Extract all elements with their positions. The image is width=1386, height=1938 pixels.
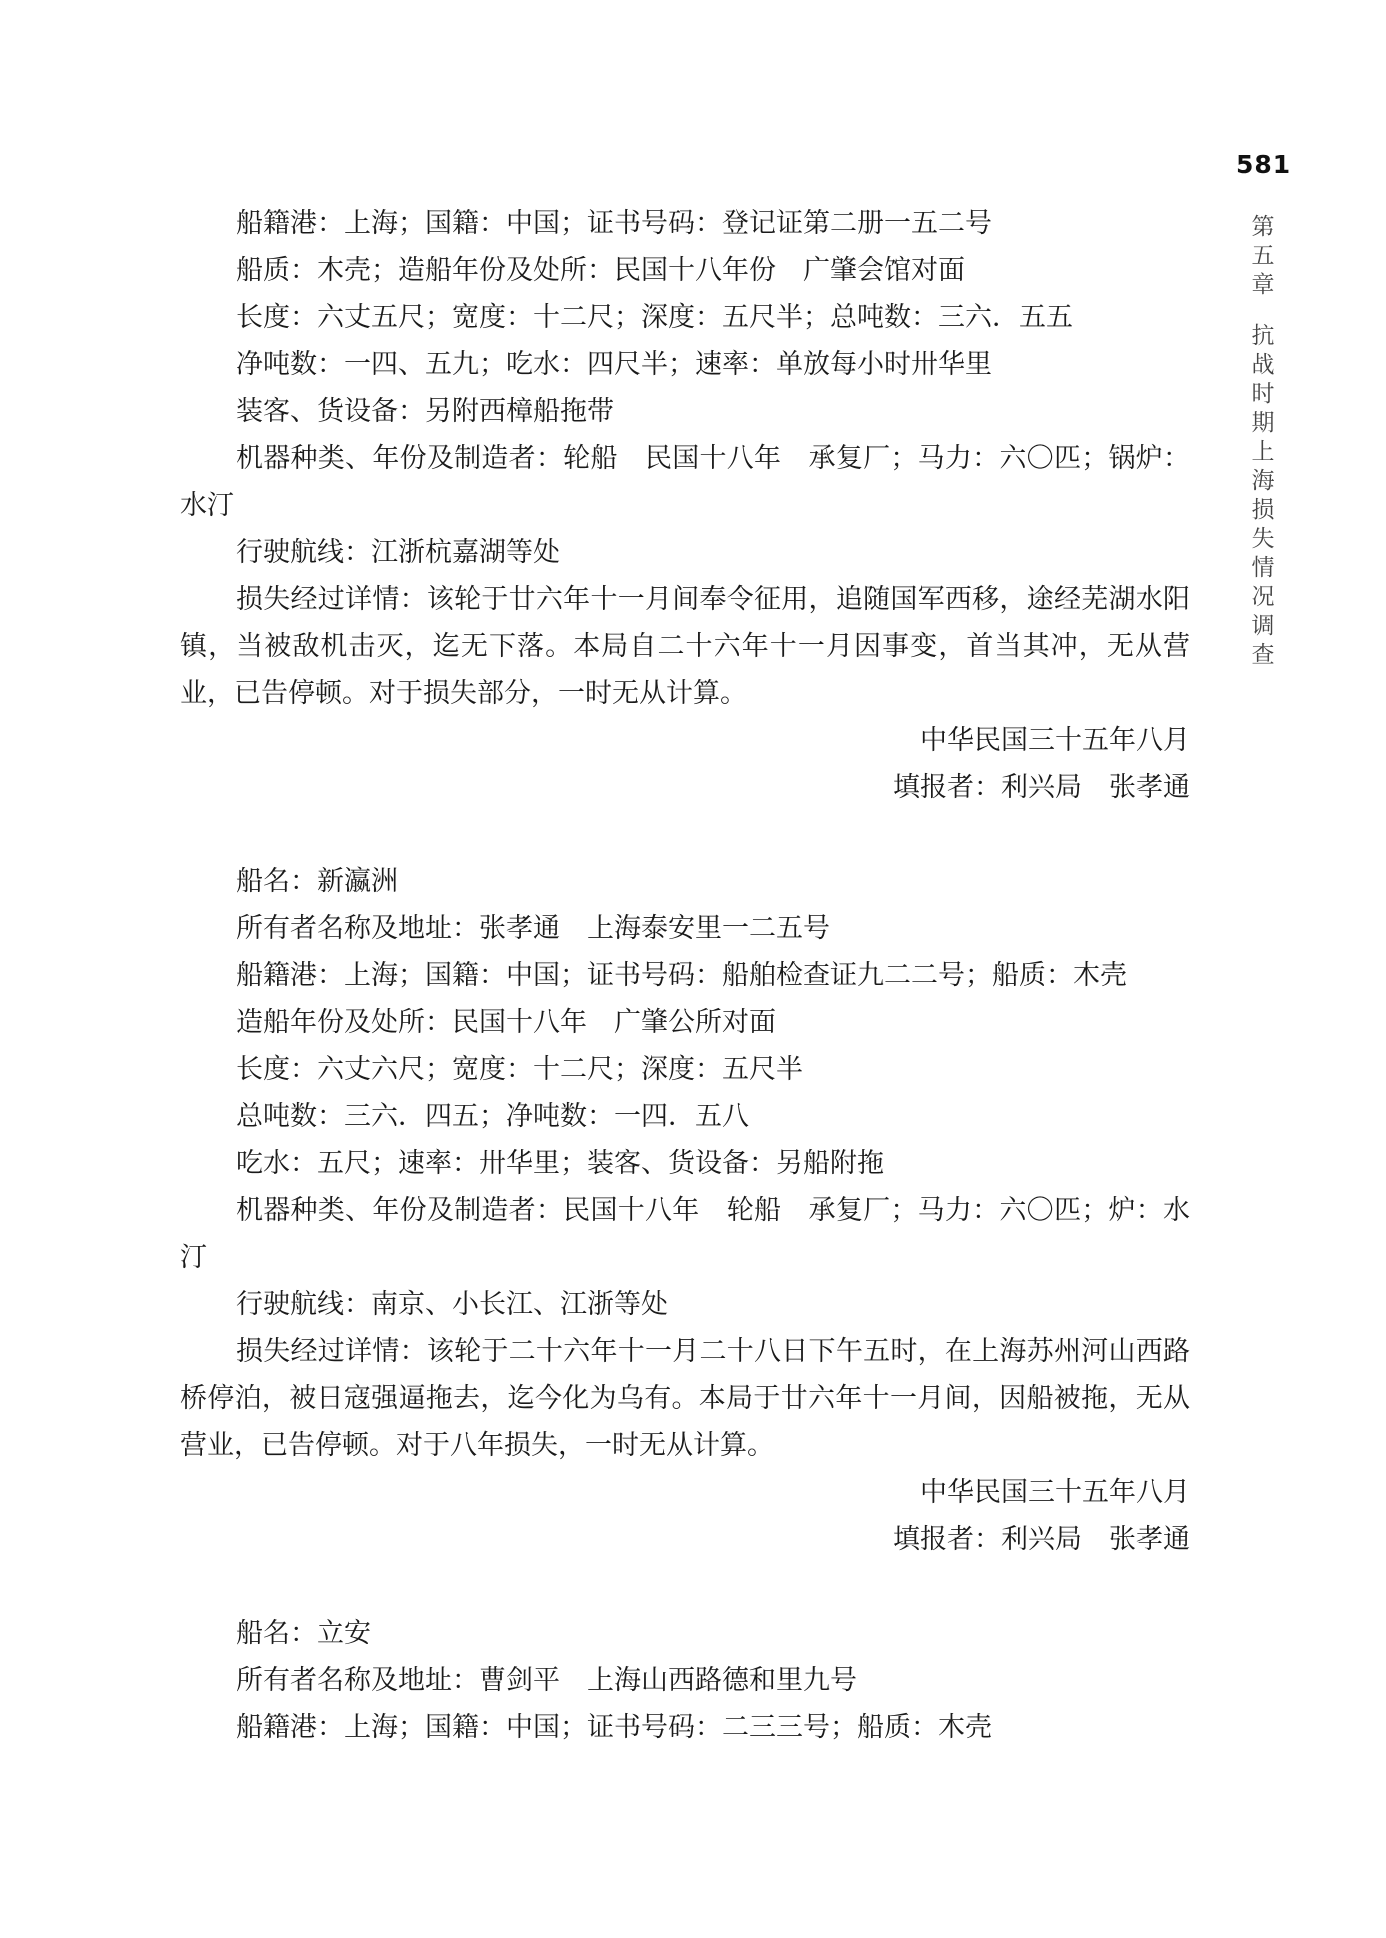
- running-head-char: 海: [1251, 468, 1275, 494]
- running-head-char: 查: [1251, 642, 1275, 668]
- ship2-date: 中华民国三十五年八月: [920, 1477, 1190, 1508]
- running-head-char: 损: [1251, 497, 1275, 523]
- ship1-reporter: 填报者：利兴局 张孝通: [893, 772, 1190, 803]
- running-head-char: 抗: [1251, 323, 1275, 349]
- ship2-reporter: 填报者：利兴局 张孝通: [893, 1524, 1190, 1555]
- running-head-char: 章: [1251, 272, 1275, 298]
- ship2-size: 长度：六丈六尺；宽度：十二尺；深度：五尺半: [236, 1054, 803, 1085]
- ship2-tonnage: 总吨数：三六．四五；净吨数：一四．五八: [236, 1101, 749, 1132]
- running-head-title: [1246, 322, 1280, 670]
- ship1-tonnage: 净吨数：一四、五九；吃水：四尺半；速率：单放每小时卅华里: [236, 349, 992, 380]
- running-head-char: 情: [1251, 555, 1275, 581]
- ship2-registry: 船籍港：上海；国籍：中国；证书号码：船舶检查证九二二号；船质：木壳: [236, 960, 1127, 991]
- ship2-loss: 损失经过详情：该轮于二十六年十一月二十八日下午五时，在上海苏州河山西路桥停泊，被日寇强逼拖去，迄今化为乌有。本局于廿六年十一月间，因船被拖，无从营业，已告停顿。对于八年损失，一时无从计算。: [180, 1336, 1190, 1461]
- running-head-chapter: [1246, 213, 1280, 300]
- ship1-machine: 机器种类、年份及制造者：轮船 民国十八年 承复厂；马力：六〇匹；锅炉：水汀: [180, 443, 1190, 521]
- ship1-equipment: 装客、货设备：另附西樟船拖带: [236, 396, 614, 427]
- ship3-record: [180, 1610, 1190, 1751]
- running-head-char: 失: [1251, 526, 1275, 552]
- ship3-name: 船名：立安: [236, 1618, 371, 1649]
- ship2-draft: 吃水：五尺；速率：卅华里；装客、货设备：另船附拖: [236, 1148, 884, 1179]
- ship1-route: 行驶航线：江浙杭嘉湖等处: [236, 537, 560, 568]
- page-number: 581: [1236, 150, 1292, 179]
- running-head-char: 调: [1251, 613, 1275, 639]
- ship3-owner: 所有者名称及地址：曹剑平 上海山西路德和里九号: [236, 1665, 857, 1696]
- ship1-registry: 船籍港：上海；国籍：中国；证书号码：登记证第二册一五二号: [236, 208, 992, 239]
- running-head-char: 战: [1251, 352, 1275, 378]
- ship1-build: 船质：木壳；造船年份及处所：民国十八年份 广肇会馆对面: [236, 255, 965, 286]
- ship1-loss: 损失经过详情：该轮于廿六年十一月间奉令征用，追随国军西移，途经芜湖水阳镇，当被敌机击灭，迄无下落。本局自二十六年十一月因事变，首当其冲，无从营业，已告停顿。对于损失部分，一时无从计算。: [180, 584, 1190, 709]
- running-head-char: 期: [1251, 410, 1275, 436]
- ship2-route: 行驶航线：南京、小长江、江浙等处: [236, 1289, 668, 1320]
- ship2-machine: 机器种类、年份及制造者：民国十八年 轮船 承复厂；马力：六〇匹；炉：水汀: [180, 1195, 1190, 1273]
- running-head-char: 时: [1251, 381, 1275, 407]
- ship2-name: 船名：新瀛洲: [236, 866, 398, 897]
- running-head-char: 上: [1251, 439, 1275, 465]
- ship2-record: [180, 858, 1190, 1563]
- running-head: [1246, 213, 1280, 670]
- ship3-registry: 船籍港：上海；国籍：中国；证书号码：二三三号；船质：木壳: [236, 1712, 992, 1743]
- running-head-char: 五: [1251, 243, 1275, 269]
- running-head-char: 第: [1251, 214, 1275, 240]
- ship1-date: 中华民国三十五年八月: [920, 725, 1190, 756]
- ship2-owner: 所有者名称及地址：张孝通 上海泰安里一二五号: [236, 913, 830, 944]
- ship1-record: [180, 200, 1190, 811]
- running-head-char: 况: [1251, 584, 1275, 610]
- ship2-build: 造船年份及处所：民国十八年 广肇公所对面: [236, 1007, 776, 1038]
- main-text: [180, 200, 1190, 1751]
- ship1-size: 长度：六丈五尺；宽度：十二尺；深度：五尺半；总吨数：三六．五五: [236, 302, 1073, 333]
